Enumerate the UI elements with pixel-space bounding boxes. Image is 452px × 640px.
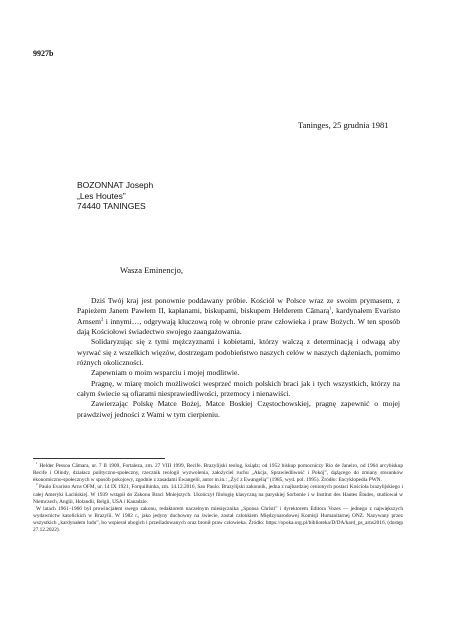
sender-address: [77, 180, 153, 212]
paragraph-1-part-c: i innymi…, odgrywają kluczową rolę w obronie praw człowieka i praw Bożych. W ten sposób dają Kościołowi świadectwo swojego zaangażowania.: [77, 316, 400, 337]
footnote-2-continued: W latach 1961–1966 był prowincjałem swego zakonu, redaktorem naczelnym miesięcznika „Sponsa Christi” i dyrektorem Editora Vozes — jednego z największych wydawnictw katolickich w Brazylii. W 1982 r., jako jedyny duchowny na świecie, został członkiem Międzynarodowej Komisji Humanitarnej ONZ. Nazywany przez wszystkich „kardynałem ludu”, bo wspierał ubogich i prześladowanych oraz bronił praw człowieka. Źródło: https://opoka.org.pl/biblioteka/D/DA/kard_ps_arns2016, (dostęp 27.12.2022).: [33, 505, 403, 534]
footnotes: [33, 463, 403, 535]
footnote-2-text: Paulo Evaristo Arns OFM, ur. 14 IX 1921, Forquilhinha, zm. 14.12.2016, Sao Paulo. Brazylijski zakonnik, jedna z najbardziej cenionych postaci Kościoła brazylijskiego i całej Ameryki Łacińskiej. W 1939 wstąpił do Zakonu Braci Mniejszych. Ukończył filologię klasyczną na paryskiej Sorbonie i w Institut des Hautes Études, studiował w Niemczech, Anglii, Holandii, Belgii, USA i Kanadzie.: [33, 484, 403, 505]
paragraph-1: [77, 296, 400, 337]
paragraph-3: Zapewniam o moim wsparciu i mojej modlitwie.: [91, 368, 240, 378]
paragraph-2: Solidaryzując się z tymi mężczyznami i kobietami, którzy walczą z determinacją i odwagą aby wyrwać się z wszelkich więzów, dostrzegam podobieństwo naszych celów w naszych dążeniach, pomimo różnych okoliczności.: [77, 337, 400, 368]
place-date: Taninges, 25 grudnia 1981: [298, 120, 389, 130]
footnote-2: [33, 484, 403, 505]
footnote-1: [33, 463, 403, 484]
letter-body: [77, 296, 400, 420]
footnote-1-text: Helder Pessoa Câmara, ur. 7 II 1909, Fortaleza, zm. 27 VIII 1999, Recife. Brazylijski teolog, ksiądz; od 1952 biskup pomocniczy Rio de Janeiro, od 1964 arcybiskup Recife i Olindy, działacz polityczno-społeczny, rzecznik teologii wyzwolenia, założyciel ruchu „Akcja, Sprawiedliwość i Pokój”, dążącego do zmiany stosunków ekonomiczno-społecznych w sposób pokojowy, zgodnie z zasadami Ewangelii, autor m.in.: „Żyć z Ewangelią” (1985, wyd. pol. 1995). Źródło: Encyklopedia PWN.: [33, 463, 403, 484]
footnote-separator: [33, 458, 165, 459]
salutation: Wasza Eminencjo,: [120, 265, 184, 275]
sender-house: „Les Houtes”: [77, 190, 126, 201]
sender-name: BOZONNAT Joseph: [77, 180, 154, 190]
document-number: 9927b: [33, 49, 54, 58]
footnote-1-mark: 1: [36, 461, 38, 466]
footnote-2-mark: 2: [36, 482, 38, 487]
sender-postcode-city: 74440 TANINGES: [77, 201, 146, 211]
footnote-ref-1: 1: [329, 305, 332, 311]
paragraph-4: Pragnę, w miarę moich możliwości wesprzeć moich polskich braci jak i tych wszystkich, którzy na całym świecie są ofiarami niesprawiedliwości, przemocy i nienawiści.: [77, 378, 400, 399]
paragraph-5: Zawierzając Polskę Matce Bożej, Matce Boskiej Częstochowskiej, pragnę zapewnić o mojej prawdziwej jedności z Wami w tym cierpieniu.: [77, 399, 400, 419]
paragraph-1-part-a: Dziś Twój kraj jest ponownie poddawany próbie. Kościół w Polsce wraz ze swoim prymasem, z Papieżem Janem Pawłem II, kapłanami, biskupami, biskupem Helderem Câmarą: [77, 296, 400, 316]
footnote-ref-2: 2: [101, 316, 104, 322]
paragraph-1-part-b: , kardynałem Evaristo Arnsem: [77, 306, 400, 326]
